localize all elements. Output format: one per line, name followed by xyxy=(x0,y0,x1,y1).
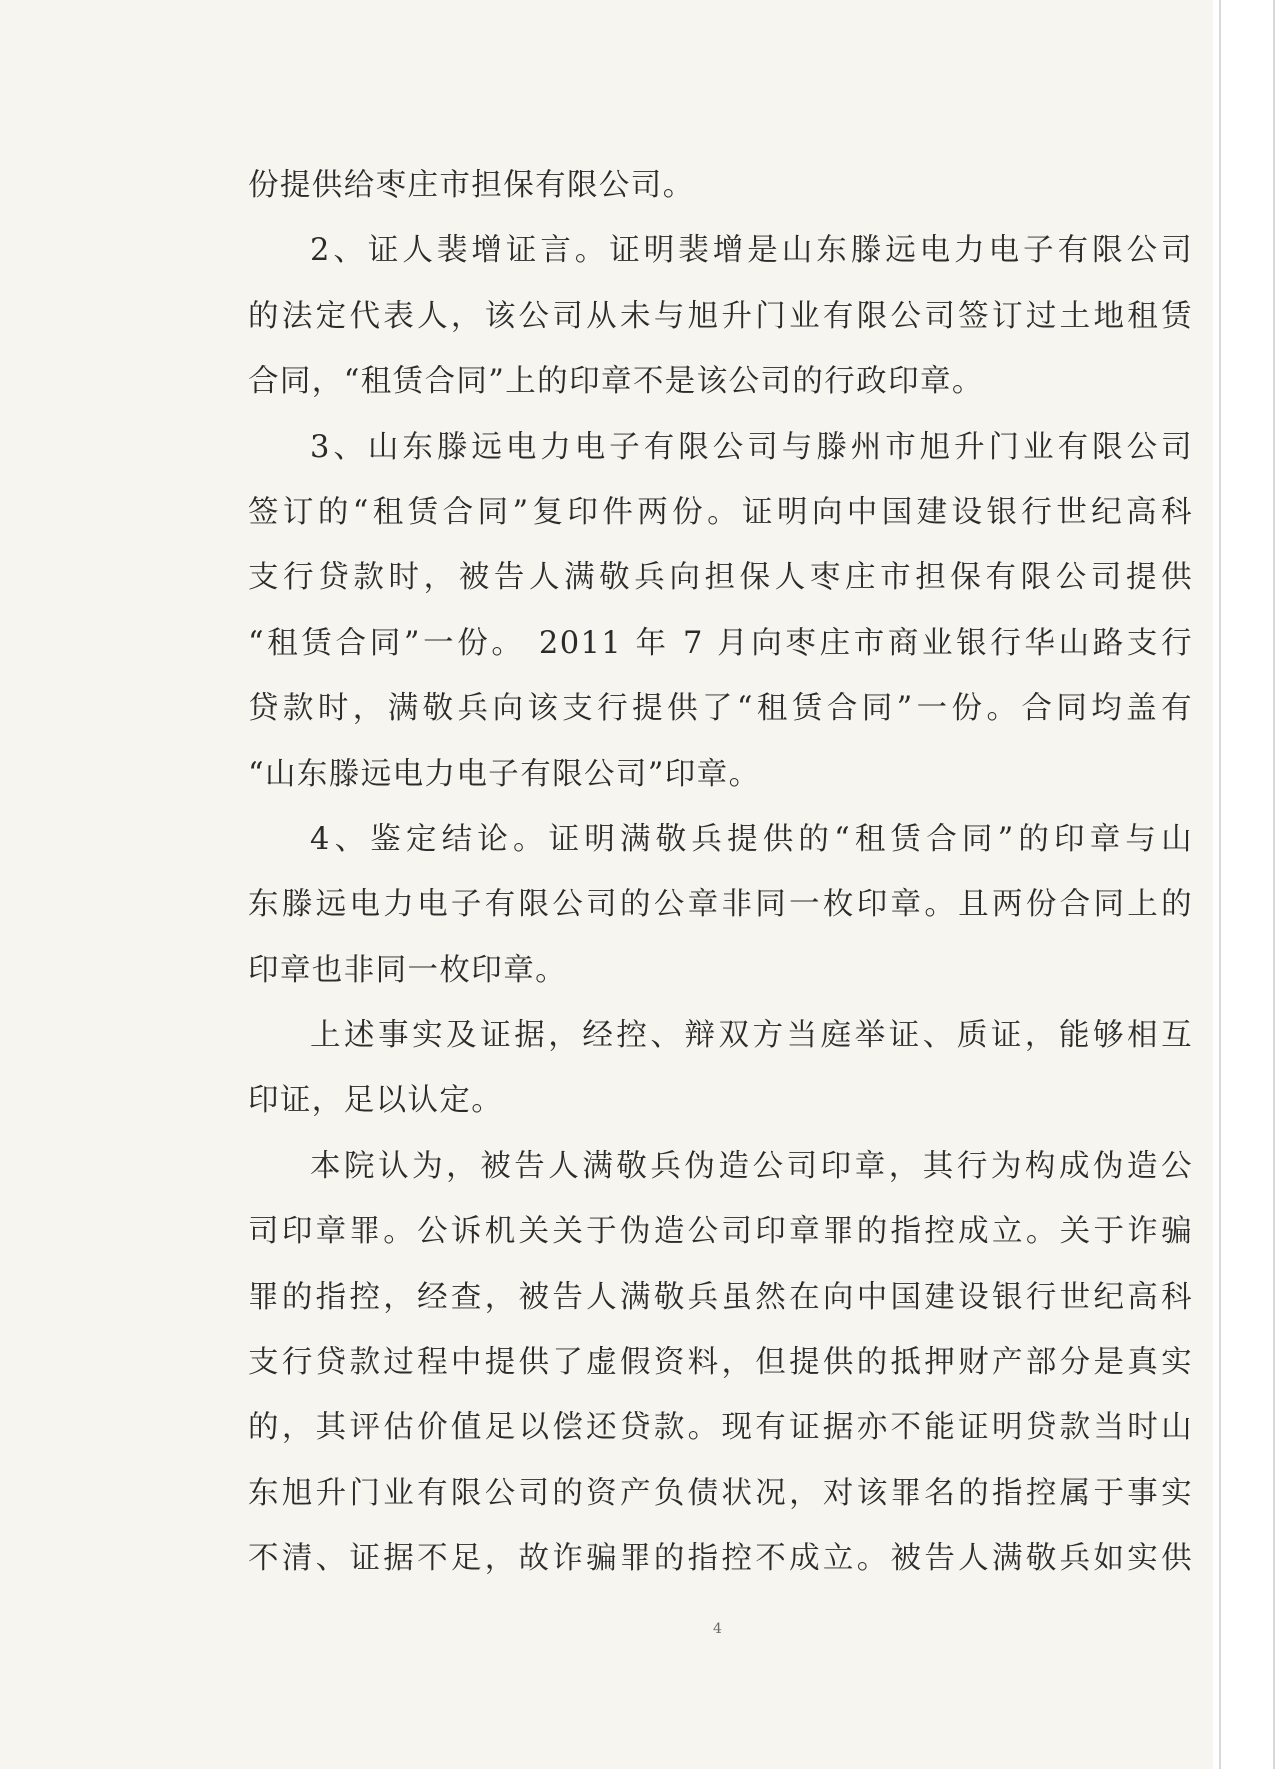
document-body xyxy=(248,153,1193,1592)
scan-border-line xyxy=(1273,0,1275,1769)
text-line: 2、证人裴增证言。证明裴增是山东滕远电力电子有限公司 xyxy=(310,233,1193,269)
page-number: 4 xyxy=(713,1621,722,1637)
text-line: 罪的指控，经查，被告人满敬兵虽然在向中国建设银行世纪高科 xyxy=(248,1279,1193,1315)
text-line: 司印章罪。公诉机关关于伪造公司印章罪的指控成立。关于诈骗 xyxy=(248,1214,1193,1250)
text-line: 印证，足以认定。 xyxy=(248,1083,504,1119)
text-line: 贷款时，满敬兵向该支行提供了“租赁合同”一份。合同均盖有 xyxy=(248,691,1193,727)
text-line: 东旭升门业有限公司的资产负债状况，对该罪名的指控属于事实 xyxy=(248,1475,1193,1511)
text-line: 印章也非同一枚印章。 xyxy=(248,952,567,988)
text-line: 本院认为，被告人满敬兵伪造公司印章，其行为构成伪造公 xyxy=(310,1148,1193,1184)
text-line: 支行贷款时，被告人满敬兵向担保人枣庄市担保有限公司提供 xyxy=(248,560,1193,596)
text-line: 份提供给枣庄市担保有限公司。 xyxy=(248,168,695,203)
text-line: 的，其评估价值足以偿还贷款。现有证据亦不能证明贷款当时山 xyxy=(248,1410,1193,1446)
text-line: “租赁合同”一份。 2011 年 7 月向枣庄市商业银行华山路支行 xyxy=(248,625,1193,661)
text-line: “山东滕远电力电子有限公司”印章。 xyxy=(248,756,761,792)
text-line: 东滕远电力电子有限公司的公章非同一枚印章。且两份合同上的 xyxy=(248,887,1193,923)
text-line: 合同，“租赁合同”上的印章不是该公司的行政印章。 xyxy=(248,364,984,400)
scan-border xyxy=(1213,0,1280,1769)
scan-border-line xyxy=(1219,0,1221,1769)
text-line: 4、鉴定结论。证明满敬兵提供的“租赁合同”的印章与山 xyxy=(310,821,1193,857)
text-line: 支行贷款过程中提供了虚假资料，但提供的抵押财产部分是真实 xyxy=(248,1345,1193,1381)
text-line: 上述事实及证据，经控、辩双方当庭举证、质证，能够相互 xyxy=(310,1018,1193,1054)
text-line: 不清、证据不足，故诈骗罪的指控不成立。被告人满敬兵如实供 xyxy=(248,1541,1193,1577)
text-line: 3、山东滕远电力电子有限公司与滕州市旭升门业有限公司 xyxy=(310,429,1193,465)
text-line: 签订的“租赁合同”复印件两份。证明向中国建设银行世纪高科 xyxy=(248,494,1193,530)
text-line: 的法定代表人，该公司从未与旭升门业有限公司签订过土地租赁 xyxy=(248,298,1193,334)
